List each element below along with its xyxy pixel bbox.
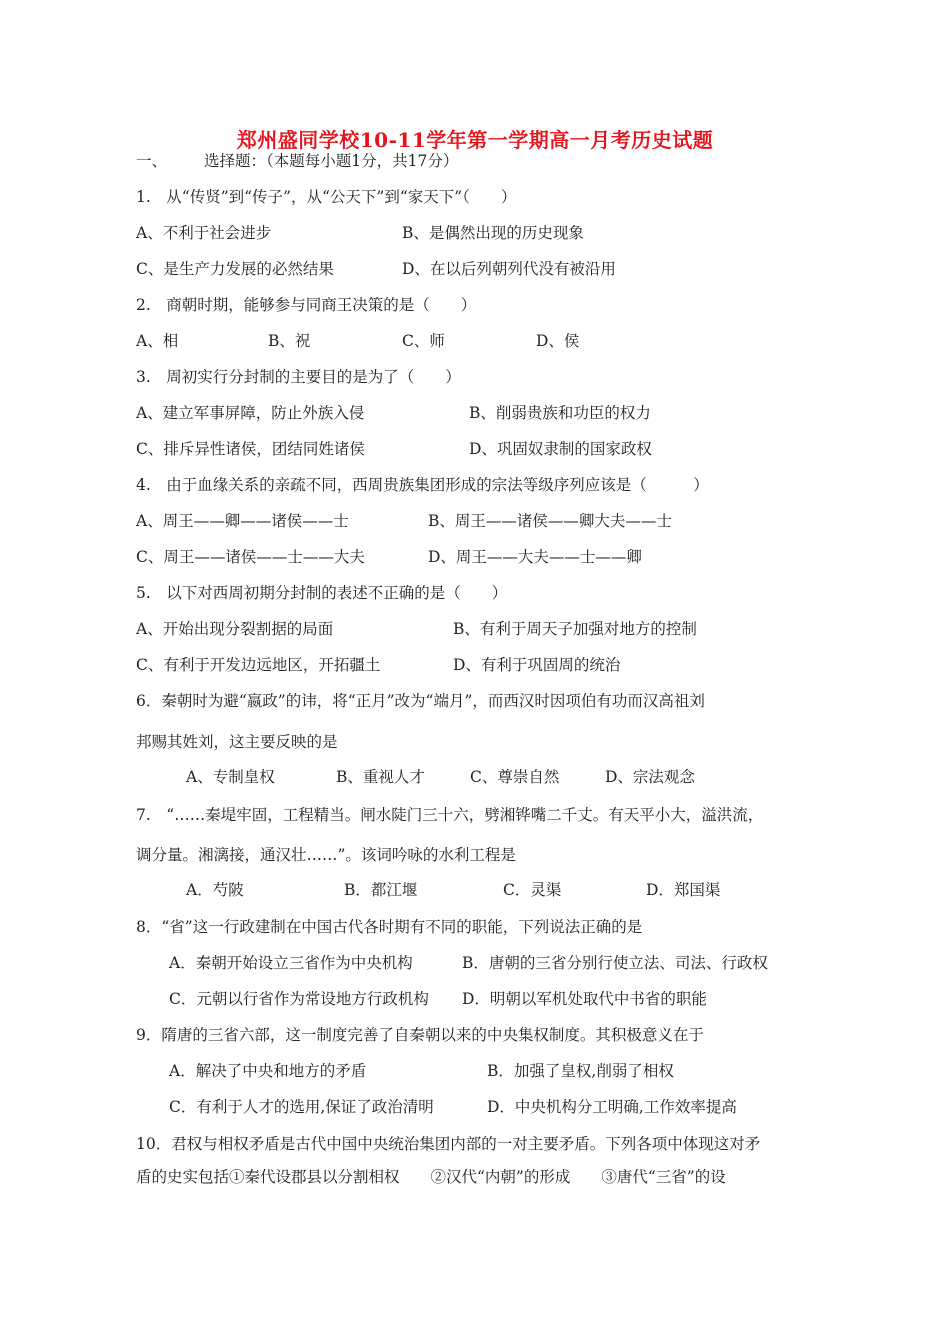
question-2-option-a: A、相 [136, 332, 179, 350]
question-5-option-d: D、有利于巩固周的统治 [453, 656, 621, 674]
question-10-stem-line-1: 10．君权与相权矛盾是古代中国中央统治集团内部的一对主要矛盾。下列各项中体现这对矛 [136, 1135, 761, 1153]
question-3-option-d: D、巩固奴隶制的国家政权 [469, 440, 652, 458]
question-5-option-a: A、开始出现分裂割据的局面 [136, 620, 334, 638]
question-8-option-a: A．秦朝开始设立三省作为中央机构 [169, 954, 413, 972]
question-4-option-c: C、周王——诸侯——士——大夫 [136, 548, 365, 566]
question-4-option-a: A、周王——卿——诸侯——士 [136, 512, 349, 530]
question-1-option-a: A、不利于社会进步 [136, 224, 272, 242]
question-8-option-d: D．明朝以军机处取代中书省的职能 [462, 990, 707, 1008]
section-heading: 选择题：（本题每小题1分，共17分） [204, 152, 459, 170]
question-8-stem: 8．“省”这一行政建制在中国古代各时期有不同的职能，下列说法正确的是 [136, 918, 643, 936]
question-1-option-d: D、在以后列朝列代没有被沿用 [402, 260, 616, 278]
question-4-stem: 4. 由于血缘关系的亲疏不同，西周贵族集团形成的宗法等级序列应该是（ ） [136, 476, 709, 494]
question-9-option-c: C．有利于人才的选用,保证了政治清明 [169, 1098, 434, 1116]
question-8-option-b: B．唐朝的三省分别行使立法、司法、行政权 [462, 954, 768, 972]
question-6-stem-line-2: 邦赐其姓刘，这主要反映的是 [136, 733, 338, 751]
question-6-option-d: D、宗法观念 [605, 768, 695, 786]
question-3-stem: 3. 周初实行分封制的主要目的是为了（ ） [136, 368, 461, 386]
question-7-stem-line-1: 7. “……秦堤牢固，工程精当。闸水陡门三十六，劈湘铧嘴二千丈。有天平小大，溢洪流， [136, 806, 764, 824]
question-3-option-a: A、建立军事屏障，防止外族入侵 [136, 404, 365, 422]
question-5-option-b: B、有利于周天子加强对地方的控制 [453, 620, 697, 638]
question-2-option-d: D、侯 [536, 332, 580, 350]
question-5-stem: 5. 以下对西周初期分封制的表述不正确的是（ ） [136, 584, 508, 602]
question-8-option-c: C．元朝以行省作为常设地方行政机构 [169, 990, 429, 1008]
question-3-option-c: C、排斥异性诸侯，团结同姓诸侯 [136, 440, 365, 458]
question-2-stem: 2. 商朝时期，能够参与同商王决策的是（ ） [136, 296, 477, 314]
question-5-option-c: C、有利于开发边远地区，开拓疆土 [136, 656, 381, 674]
question-7-option-c: C．灵渠 [503, 881, 562, 899]
question-2-option-b: B、祝 [268, 332, 311, 350]
question-6-option-b: B、重视人才 [336, 768, 425, 786]
question-6-option-c: C、尊崇自然 [470, 768, 560, 786]
question-7-stem-line-2: 调分量。湘漓接，通汉壮……”。该词吟咏的水利工程是 [136, 846, 516, 864]
question-9-option-d: D．中央机构分工明确,工作效率提高 [487, 1098, 737, 1116]
section-number: 一、 [136, 152, 168, 170]
question-1-option-b: B、是偶然出现的历史现象 [402, 224, 584, 242]
question-1-option-c: C、是生产力发展的必然结果 [136, 260, 334, 278]
question-2-option-c: C、师 [402, 332, 445, 350]
exam-title: 郑州盛同学校10-11学年第一学期高一月考历史试题 [236, 128, 714, 152]
question-4-option-b: B、周王——诸侯——卿大夫——士 [428, 512, 672, 530]
question-3-option-b: B、削弱贵族和功臣的权力 [469, 404, 651, 422]
question-9-option-a: A．解决了中央和地方的矛盾 [169, 1062, 367, 1080]
question-9-stem: 9．隋唐的三省六部，这一制度完善了自秦朝以来的中央集权制度。其积极意义在于 [136, 1026, 704, 1044]
question-6-stem-line-1: 6．秦朝时为避“嬴政”的讳，将“正月”改为“端月”，而西汉时因项伯有功而汉高祖刘 [136, 692, 705, 710]
question-7-option-a: A．芍陂 [186, 881, 244, 899]
question-4-option-d: D、周王——大夫——士——卿 [428, 548, 642, 566]
question-7-option-d: D．郑国渠 [646, 881, 721, 899]
question-7-option-b: B．都江堰 [344, 881, 418, 899]
question-6-option-a: A、专制皇权 [186, 768, 275, 786]
question-9-option-b: B．加强了皇权,削弱了相权 [487, 1062, 674, 1080]
question-10-stem-line-2: 盾的史实包括①秦代设郡县以分割相权 ②汉代“内朝”的形成 ③唐代“三省”的设 [136, 1168, 726, 1186]
question-1-stem: 1. 从“传贤”到“传子”，从“公天下”到“家天下”（ ） [136, 188, 517, 206]
